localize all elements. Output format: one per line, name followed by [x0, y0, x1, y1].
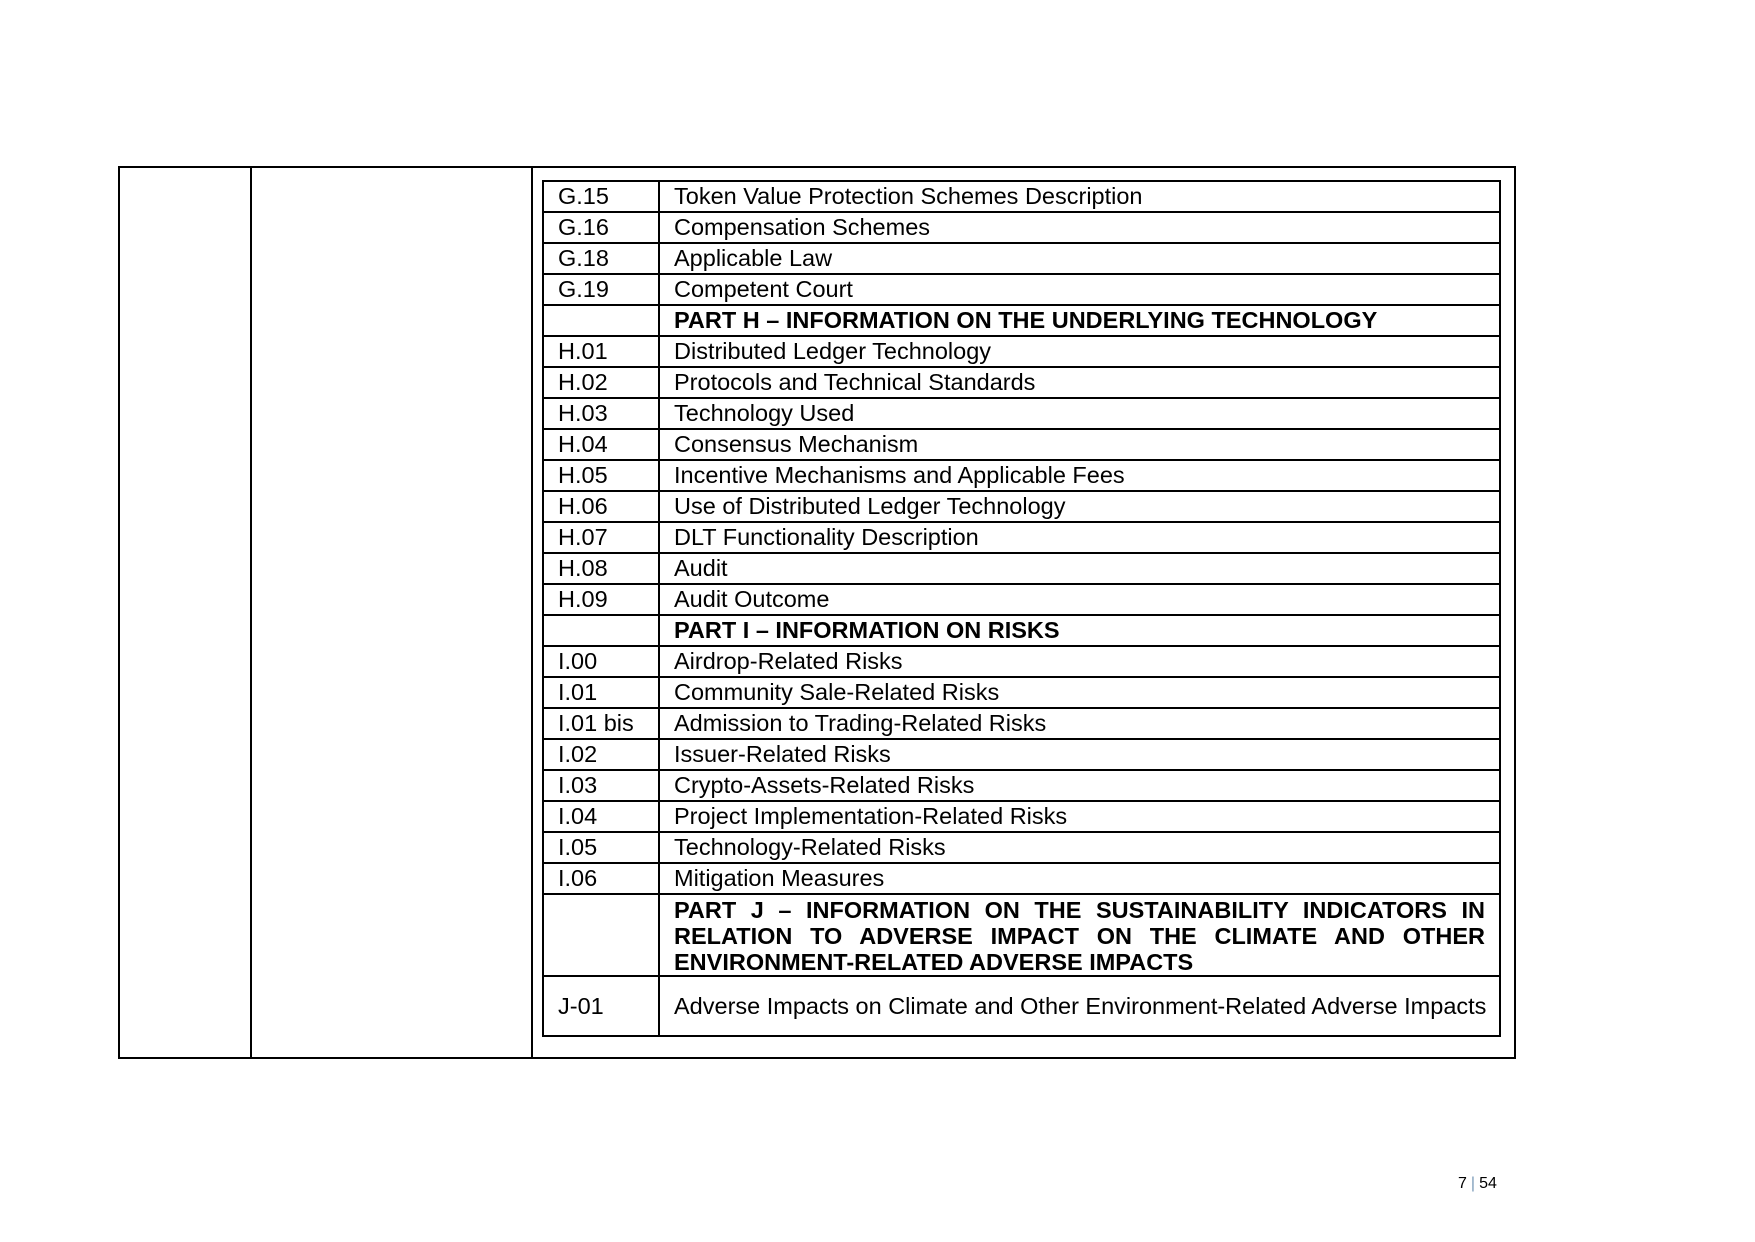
table-row	[543, 274, 1500, 305]
section-heading: PART I – INFORMATION ON RISKS	[659, 615, 1500, 646]
row-code: G.18	[543, 243, 659, 274]
row-title: DLT Functionality Description	[659, 522, 1500, 553]
table-row	[543, 863, 1500, 894]
row-code: I.06	[543, 863, 659, 894]
row-title: Mitigation Measures	[659, 863, 1500, 894]
table-row	[543, 522, 1500, 553]
table-row	[543, 976, 1500, 1036]
current-page: 7	[1458, 1175, 1467, 1192]
table-row	[543, 770, 1500, 801]
row-code: I.01 bis	[543, 708, 659, 739]
table-row	[543, 460, 1500, 491]
row-code	[543, 305, 659, 336]
table-row	[543, 832, 1500, 863]
row-code: H.07	[543, 522, 659, 553]
row-title: Consensus Mechanism	[659, 429, 1500, 460]
row-code: H.08	[543, 553, 659, 584]
row-title: Adverse Impacts on Climate and Other Environment-Related Adverse Impacts	[659, 976, 1500, 1036]
table-row	[543, 677, 1500, 708]
row-title: Competent Court	[659, 274, 1500, 305]
row-title: Admission to Trading-Related Risks	[659, 708, 1500, 739]
row-title: Incentive Mechanisms and Applicable Fees	[659, 460, 1500, 491]
row-title: Protocols and Technical Standards	[659, 367, 1500, 398]
row-title: Applicable Law	[659, 243, 1500, 274]
table-row	[543, 801, 1500, 832]
row-title: Technology-Related Risks	[659, 832, 1500, 863]
row-code: I.00	[543, 646, 659, 677]
row-code: I.02	[543, 739, 659, 770]
table-row	[543, 553, 1500, 584]
row-title: Airdrop-Related Risks	[659, 646, 1500, 677]
row-title: Community Sale-Related Risks	[659, 677, 1500, 708]
total-pages: 54	[1479, 1175, 1497, 1192]
table-row	[543, 367, 1500, 398]
table-row	[543, 212, 1500, 243]
section-heading-row	[543, 305, 1500, 336]
row-title: Token Value Protection Schemes Description	[659, 181, 1500, 212]
row-title: Distributed Ledger Technology	[659, 336, 1500, 367]
table-row	[543, 708, 1500, 739]
column-divider-1	[250, 168, 252, 1057]
section-heading-row	[543, 894, 1500, 976]
row-code: I.04	[543, 801, 659, 832]
column-divider-2	[531, 168, 533, 1057]
row-title: Use of Distributed Ledger Technology	[659, 491, 1500, 522]
row-code: I.03	[543, 770, 659, 801]
table-row	[543, 429, 1500, 460]
row-title: Compensation Schemes	[659, 212, 1500, 243]
row-code: H.03	[543, 398, 659, 429]
row-title: Audit Outcome	[659, 584, 1500, 615]
row-code: H.09	[543, 584, 659, 615]
section-heading-row	[543, 615, 1500, 646]
row-code: J-01	[543, 976, 659, 1036]
row-code: H.06	[543, 491, 659, 522]
row-title: Audit	[659, 553, 1500, 584]
row-code: H.05	[543, 460, 659, 491]
row-title: Project Implementation-Related Risks	[659, 801, 1500, 832]
section-heading: PART H – INFORMATION ON THE UNDERLYING TECHNOLOGY	[659, 305, 1500, 336]
row-title: Technology Used	[659, 398, 1500, 429]
row-code: H.01	[543, 336, 659, 367]
row-title: Issuer-Related Risks	[659, 739, 1500, 770]
row-code: H.04	[543, 429, 659, 460]
table-row	[543, 491, 1500, 522]
table-row	[543, 336, 1500, 367]
row-code	[543, 615, 659, 646]
table-row	[543, 739, 1500, 770]
table-row	[543, 584, 1500, 615]
table-row	[543, 243, 1500, 274]
row-code: G.19	[543, 274, 659, 305]
row-code: H.02	[543, 367, 659, 398]
row-code	[543, 894, 659, 976]
row-code: G.15	[543, 181, 659, 212]
page-number	[1458, 1175, 1497, 1193]
row-code: I.05	[543, 832, 659, 863]
row-title: Crypto-Assets-Related Risks	[659, 770, 1500, 801]
row-code: I.01	[543, 677, 659, 708]
page-separator: |	[1470, 1175, 1476, 1192]
table-row	[543, 398, 1500, 429]
table-row	[543, 181, 1500, 212]
table-row	[543, 646, 1500, 677]
contents-table	[542, 180, 1501, 1037]
row-code: G.16	[543, 212, 659, 243]
section-heading: PART J – INFORMATION ON THE SUSTAINABILITY INDICATORS IN RELATION TO ADVERSE IMPACT ON THE CLIMATE AND OTHER ENVIRONMENT-RELATED ADVERSE IMPACTS	[659, 894, 1500, 976]
